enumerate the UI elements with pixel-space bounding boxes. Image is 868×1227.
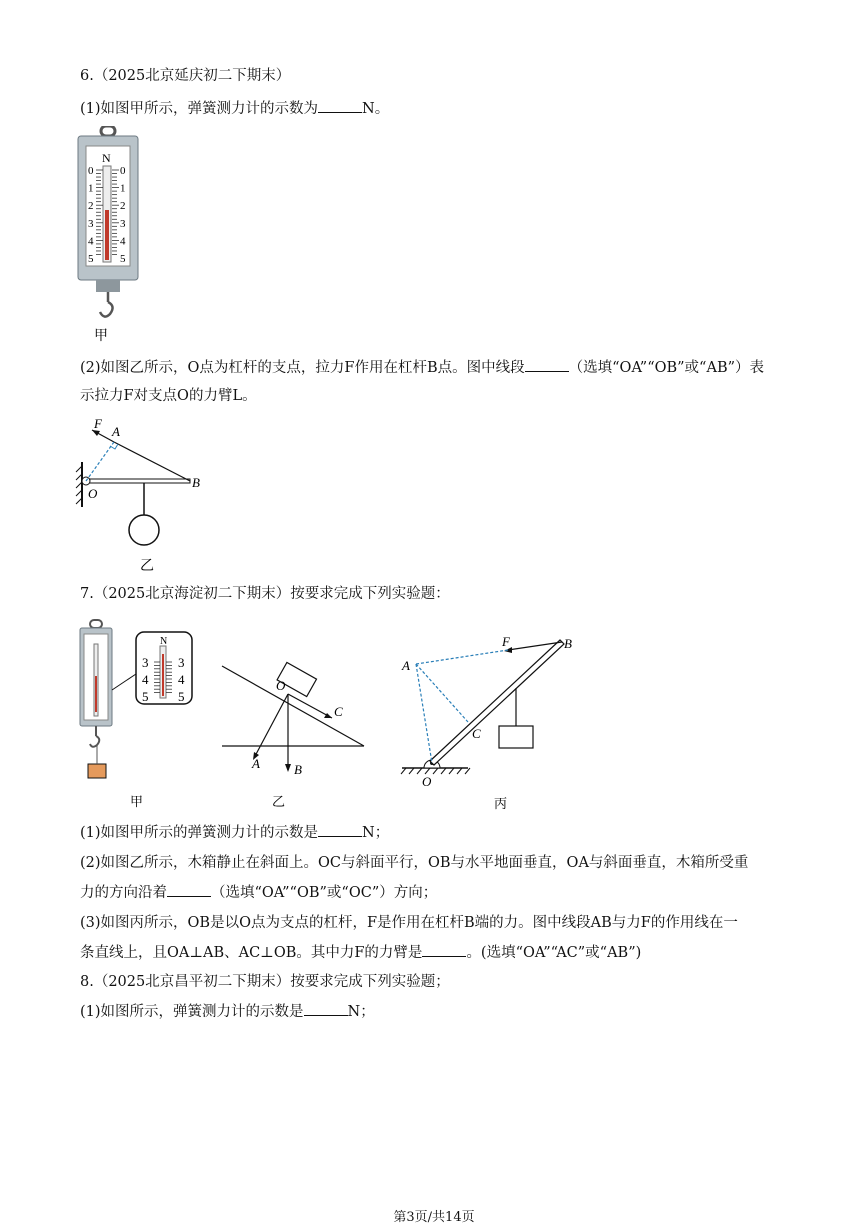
slope-label-a: A (252, 756, 260, 771)
zoom-number-left-3: 3 (142, 655, 149, 670)
scale-number-left-4: 4 (88, 235, 94, 248)
q7-fig-bing-label: 丙 (494, 796, 508, 811)
q8-part1-blank[interactable] (304, 1001, 348, 1016)
q7-part3-line1: (3)如图丙所示，OB是以O点为支点的杠杆，F是作用在杠杆B端的力。图中线段AB与力F的作用线在一 (80, 915, 738, 931)
scale-pointer-bar (105, 210, 109, 260)
slope-label-c: C (334, 704, 343, 719)
q6-part1-text: (1)如图甲所示，弹簧测力计的示数为 (80, 101, 319, 117)
q7-fig-jia-label: 甲 (130, 794, 144, 808)
q7-part3-line2 (80, 942, 641, 963)
q7-part2-blank[interactable] (167, 882, 211, 897)
hanging-ball (129, 515, 159, 545)
scale-number-right-0: 0 (120, 165, 126, 177)
scale-number-left-2: 2 (88, 200, 94, 213)
q6-part2-text: (2)如图乙所示，O点为杠杆的支点，拉力F作用在杠杆B点。图中线段 (80, 360, 525, 376)
q6-part2-blank[interactable] (525, 357, 569, 372)
scale-hook (100, 292, 113, 317)
q8-part1-unit: N； (347, 1004, 375, 1020)
scale-number-right-1: 1 (120, 182, 126, 195)
arrowhead-b (285, 764, 291, 772)
slope-label-b: B (294, 762, 302, 777)
scale-number-right-4: 4 (120, 235, 126, 248)
scale-number-right-2: 2 (120, 200, 126, 213)
arrow-oa (254, 694, 288, 758)
arm-line-oa (86, 442, 114, 481)
label-b: B (192, 475, 200, 490)
lever-figure-yi (74, 412, 214, 577)
arrow-oc (288, 694, 332, 718)
q7-part1 (80, 822, 389, 843)
q6-header: 6.（2025北京延庆初二下期末） (80, 68, 291, 84)
scale-number-left-1: 1 (88, 182, 94, 195)
zoom-pointer (162, 654, 164, 696)
zoom-number-right-4: 4 (178, 672, 185, 687)
q7-part1-text: (1)如图甲所示的弹簧测力计的示数是 (80, 825, 319, 841)
label-f: F (94, 416, 102, 431)
slope-label-o: O (276, 678, 286, 693)
slope-figure (218, 632, 368, 810)
q7-scale-hook (90, 736, 99, 747)
lever-figure-bing (398, 630, 588, 812)
q6-part2-options: （选填“OA”“OB”或“AB”）表 (568, 360, 765, 376)
q7-part2-text: 力的方向沿着 (80, 885, 167, 901)
bing-label-o: O (422, 774, 432, 789)
scale-number-right-5: 5 (120, 253, 126, 265)
right-angle-mark (110, 444, 118, 449)
fig-jia-label: 甲 (94, 329, 108, 344)
bing-label-a: A (402, 658, 410, 673)
bing-line-ab-extension (416, 650, 508, 664)
q7-header: 7.（2025北京海淀初二下期末）按要求完成下列实验题： (80, 586, 450, 602)
scale-number-left-3: 3 (88, 217, 94, 230)
scale-number-left-0: 0 (88, 165, 94, 177)
q8-header: 8.（2025北京昌平初二下期末）按要求完成下列实验题； (80, 974, 450, 990)
q7-scale-ring (90, 620, 102, 628)
label-a: A (112, 424, 120, 439)
scale-bottom-cap (96, 280, 120, 292)
q6-part1-unit: N。 (362, 101, 390, 117)
scale-number-right-3: 3 (120, 217, 126, 230)
q7-scale-pointer (95, 676, 97, 712)
q7-weight-block (88, 764, 106, 778)
q7-part3-text: 条直线上，且OA⊥AB、AC⊥OB。其中力F的力臂是 (80, 945, 423, 961)
q7-fig-yi-label: 乙 (272, 794, 286, 809)
q7-part3-options: 。(选填“OA”“AC”或“AB”) (466, 945, 642, 961)
q6-part2-line1 (80, 357, 764, 378)
zoom-number-left-4: 4 (142, 672, 149, 687)
scale-unit-label: N (102, 151, 111, 165)
q7-part2-options: （选填“OA”“OB”或“OC”）方向； (211, 885, 438, 901)
spring-scale-figure-jia (74, 126, 144, 348)
zoom-number-left-5: 5 (142, 689, 149, 704)
zoom-number-right-5: 5 (178, 689, 185, 704)
bing-label-b: B (564, 636, 572, 651)
zoom-unit: N (160, 636, 168, 647)
force-line-ab (114, 442, 190, 481)
bing-line-ac (416, 664, 468, 722)
label-o: O (88, 486, 98, 501)
q7-part2-line1: (2)如图乙所示，木箱静止在斜面上。OC与斜面平行，OB与水平地面垂直，OA与斜面垂直，木箱所受重 (80, 855, 749, 871)
q8-part1 (80, 1001, 375, 1022)
q6-part1-blank[interactable] (318, 98, 362, 113)
scale-top-ring (101, 126, 115, 136)
q7-part1-blank[interactable] (318, 822, 362, 837)
q7-spring-scale-figure (74, 618, 204, 808)
q8-part1-text: (1)如图所示，弹簧测力计的示数是 (80, 1004, 304, 1020)
bing-label-c: C (472, 726, 481, 741)
bing-weight (499, 726, 533, 748)
scale-number-left-5: 5 (88, 253, 94, 265)
bing-label-f: F (502, 634, 510, 649)
zoom-connector (112, 674, 136, 690)
q7-part2-line2 (80, 882, 437, 903)
fig-yi-label: 乙 (140, 559, 154, 574)
lever-bar (86, 479, 190, 483)
q7-part3-blank[interactable] (422, 942, 466, 957)
q7-part1-unit: N； (362, 825, 390, 841)
q6-part1 (80, 98, 389, 119)
q6-part2-line2: 示拉力F对支点O的力臂L。 (80, 388, 257, 404)
zoom-number-right-3: 3 (178, 655, 185, 670)
page-footer: 第3页/共14页 (393, 1210, 475, 1225)
